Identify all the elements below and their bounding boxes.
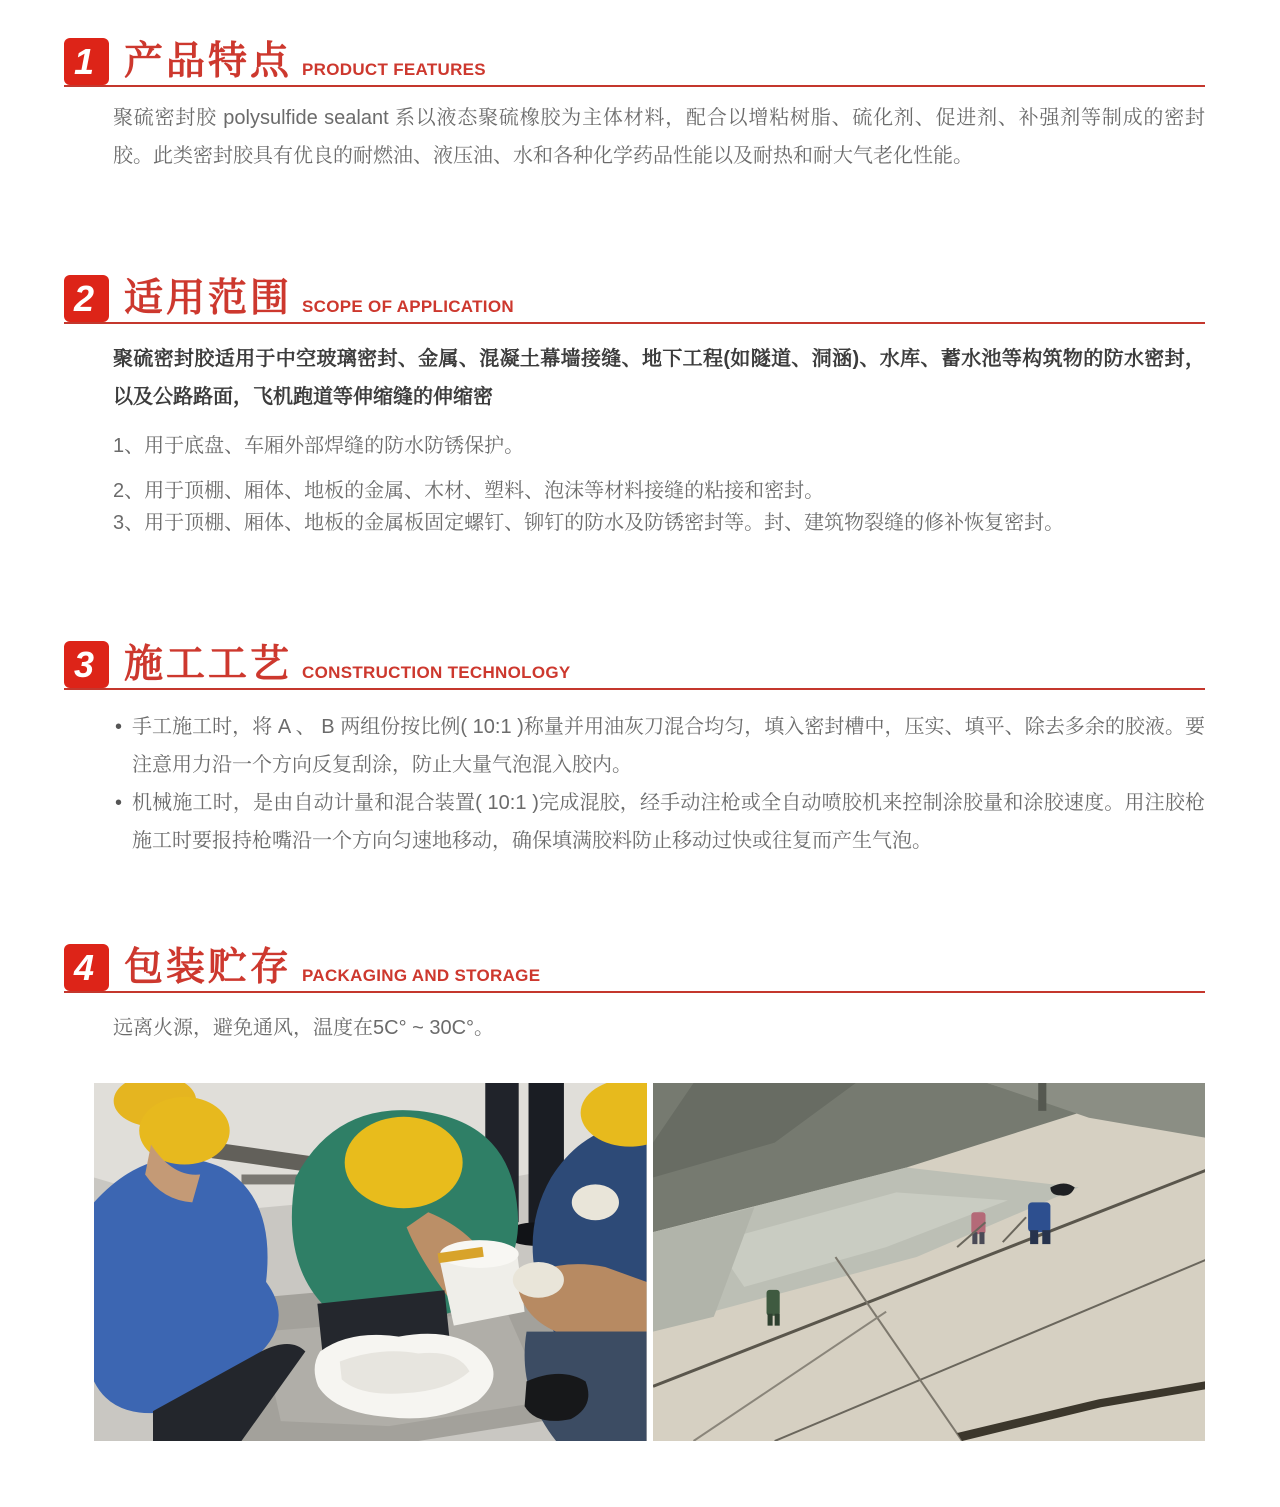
section-3-header [64, 641, 1205, 690]
list-item: 1、用于底盘、车厢外部焊缝的防水防锈保护。 [113, 435, 525, 457]
section-2-title: 适用范围 [124, 277, 293, 320]
list-item: • 手工施工时，将 A 、 B 两组份按比例( 10:1 )称量并用油灰刀混合均匀，填入密封槽中，压实、填平、除去多余的胶液。要注意用力沿一个方向反复刮涂，防止大量气泡混入胶内。 [113, 708, 1205, 784]
section-packaging-and-storage [64, 944, 1205, 1047]
section-2-lead-paragraph: 聚硫密封胶适用于中空玻璃密封、金属、混凝土幕墙接缝、地下工程(如隧道、洞涵)、水库、蓄水池等构筑物的防水密封，以及公路路面，飞机跑道等伸缩缝的伸缩密 [113, 348, 1205, 408]
photo-concrete-slope-workers [653, 1083, 1206, 1441]
section-scope-of-application [64, 275, 1205, 539]
section-4-title: 包装贮存 [124, 946, 293, 989]
section-2-header [64, 275, 1205, 324]
section-2-number-badge [64, 275, 109, 322]
section-4-paragraph: 远离火源，避免通风，温度在5C° ~ 30C°。 [113, 1017, 495, 1039]
section-construction-technology [64, 641, 1205, 860]
section-3-bullet-list [64, 708, 1205, 860]
workers-sealant-illustration [94, 1083, 647, 1441]
photo-row [94, 1083, 1205, 1441]
section-1-title: 产品特点 [124, 40, 293, 83]
section-3-number: 3 [73, 643, 95, 685]
section-4-subtitle: PACKAGING AND STORAGE [302, 966, 541, 985]
list-item: 3、用于顶棚、厢体、地板的金属板固定螺钉、铆钉的防水及防锈密封等。封、建筑物裂缝的修补恢复密封。 [113, 512, 1065, 534]
section-4-number-badge [64, 944, 109, 991]
section-3-subtitle: CONSTRUCTION TECHNOLOGY [302, 663, 571, 682]
section-1-number: 1 [73, 40, 95, 82]
section-3-title: 施工工艺 [124, 643, 293, 686]
section-1-subtitle: PRODUCT FEATURES [302, 60, 486, 79]
section-2-application-list [64, 430, 1205, 539]
section-2-number: 2 [73, 277, 95, 319]
section-3-number-badge [64, 641, 109, 688]
list-item: 2、用于顶棚、厢体、地板的金属、木材、塑料、泡沫等材料接缝的粘接和密封。 [113, 480, 825, 502]
concrete-slope-illustration [653, 1083, 1206, 1441]
section-1-header [64, 38, 1205, 87]
section-product-features [64, 38, 1205, 175]
section-4-header [64, 944, 1205, 993]
section-2-subtitle: SCOPE OF APPLICATION [302, 297, 514, 316]
section-4-number: 4 [73, 946, 95, 988]
section-1-paragraph: 聚硫密封胶 polysulfide sealant 系以液态聚硫橡胶为主体材料，配合以增粘树脂、硫化剂、促进剂、补强剂等制成的密封胶。此类密封胶具有优良的耐燃油、液压油、水和各种化学药品性能以及耐热和耐大气老化性能。 [113, 107, 1205, 167]
list-item: • 机械施工时，是由自动计量和混合装置( 10:1 )完成混胶，经手动注枪或全自动喷胶机来控制涂胶量和涂胶速度。用注胶枪施工时要报持枪嘴沿一个方向匀速地移动，确保填满胶料防止移动过快或往复而产生气泡。 [113, 784, 1205, 860]
photo-workers-mixing-sealant [94, 1083, 647, 1441]
section-1-number-badge [64, 38, 109, 85]
